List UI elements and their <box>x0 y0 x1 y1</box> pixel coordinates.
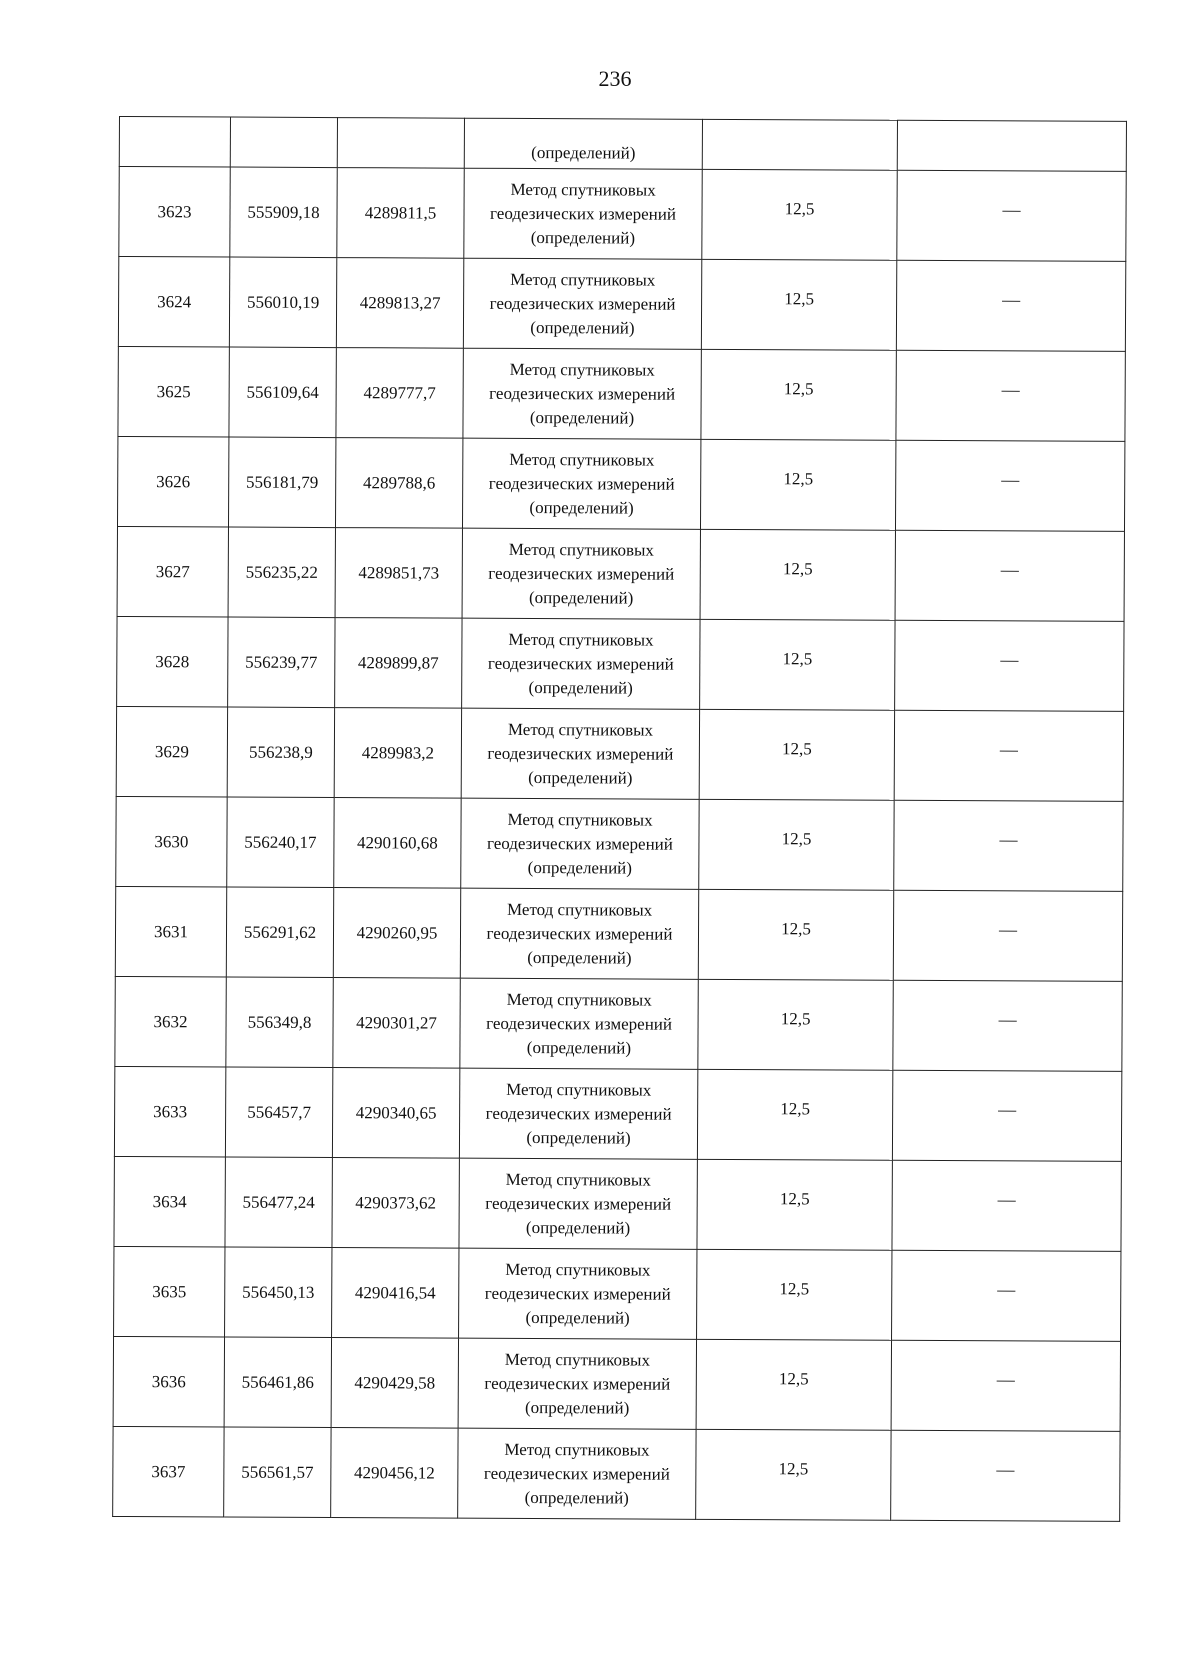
method-cell <box>461 798 699 889</box>
point-number-cell: 3626 <box>117 436 228 527</box>
method-line: (определений) <box>529 497 634 518</box>
method-cell <box>461 708 699 799</box>
accuracy-cell <box>702 169 897 260</box>
method-line: (определений) <box>525 1397 630 1418</box>
continuation-cell-x <box>230 117 337 168</box>
note-cell-value: — <box>996 1369 1015 1390</box>
point-number-cell: 3636 <box>113 1336 224 1427</box>
accuracy-cell-value: 12,5 <box>783 378 814 398</box>
continuation-cell-note <box>897 120 1126 171</box>
method-line: (определений) <box>529 407 635 428</box>
x-coordinate-cell: 556238,9 <box>227 707 334 798</box>
accuracy-cell-value: 12,5 <box>782 648 813 668</box>
method-cell <box>460 978 698 1069</box>
note-cell-value: — <box>997 1189 1016 1210</box>
method-line: (определений) <box>528 767 633 788</box>
accuracy-cell-value: 12,5 <box>778 1458 809 1478</box>
method-cell <box>462 438 700 529</box>
note-cell <box>895 620 1124 711</box>
method-line: геодезических измерений <box>485 1103 672 1124</box>
method-line: геодезических измерений <box>483 1463 670 1484</box>
accuracy-cell <box>700 439 895 530</box>
x-coordinate-cell: 556181,79 <box>228 437 335 528</box>
method-cell <box>459 1158 697 1249</box>
method-line: Метод спутниковых <box>510 179 656 200</box>
x-coordinate-cell: 556349,8 <box>226 977 333 1068</box>
x-coordinate-cell: 555909,18 <box>230 167 337 258</box>
point-number-cell: 3624 <box>118 257 229 348</box>
accuracy-cell-value: 12,5 <box>783 468 814 488</box>
note-cell <box>891 1340 1120 1431</box>
note-cell-value: — <box>997 1279 1016 1300</box>
note-cell-value: — <box>1000 649 1019 670</box>
point-number-cell: 3635 <box>114 1246 225 1337</box>
x-coordinate-cell: 556450,13 <box>225 1247 332 1338</box>
note-cell-value: — <box>1000 559 1019 580</box>
table-row <box>118 346 1125 441</box>
method-line: Метод спутниковых <box>505 1259 651 1280</box>
method-line: Метод спутниковых <box>506 989 652 1010</box>
note-cell-value: — <box>998 1099 1017 1120</box>
y-coordinate-cell: 4290416,54 <box>332 1248 459 1339</box>
y-coordinate-cell: 4290340,65 <box>332 1068 459 1159</box>
method-cell <box>463 258 701 349</box>
table-row <box>114 1246 1121 1341</box>
accuracy-cell-value: 12,5 <box>784 198 815 218</box>
y-coordinate-cell: 4290301,27 <box>333 978 460 1069</box>
point-number-cell: 3630 <box>116 796 227 887</box>
y-coordinate-cell: 4289813,27 <box>336 258 463 349</box>
note-cell <box>895 530 1124 621</box>
method-line: Метод спутниковых <box>508 629 654 650</box>
y-coordinate-cell: 4289811,5 <box>337 168 464 259</box>
x-coordinate-cell: 556235,22 <box>228 527 335 618</box>
method-line: Метод спутниковых <box>505 1169 651 1190</box>
method-line: геодезических измерений <box>489 383 676 404</box>
point-number-cell: 3631 <box>115 886 226 977</box>
accuracy-cell <box>698 889 893 980</box>
x-coordinate-cell: 556109,64 <box>229 347 336 438</box>
y-coordinate-cell: 4289777,7 <box>336 348 463 439</box>
method-line: Метод спутниковых <box>507 809 653 830</box>
method-line: Метод спутниковых <box>509 449 655 470</box>
method-line: (определений) <box>526 1127 631 1148</box>
method-line: геодезических измерений <box>488 473 675 494</box>
method-line: геодезических измерений <box>484 1373 671 1394</box>
method-line: (определений) <box>525 1217 631 1238</box>
x-coordinate-cell: 556561,57 <box>224 1427 331 1518</box>
x-coordinate-cell: 556239,77 <box>228 617 335 708</box>
method-line: геодезических измерений <box>487 743 674 764</box>
method-cell <box>459 1068 697 1159</box>
note-cell-value: — <box>1002 199 1021 220</box>
point-number-cell: 3632 <box>115 976 226 1067</box>
table-row <box>115 976 1122 1071</box>
accuracy-cell-value: 12,5 <box>780 1008 811 1028</box>
y-coordinate-cell: 4289851,73 <box>335 528 462 619</box>
note-cell <box>896 350 1125 441</box>
method-line: Метод спутниковых <box>506 899 653 920</box>
accuracy-cell-value: 12,5 <box>780 1098 811 1118</box>
accuracy-cell <box>701 349 896 440</box>
method-line: геодезических измерений <box>484 1283 671 1304</box>
x-coordinate-cell: 556010,19 <box>229 257 336 348</box>
note-cell-value: — <box>1002 289 1021 310</box>
point-number-cell: 3625 <box>118 346 229 437</box>
method-line: (определений) <box>530 317 635 338</box>
method-line: Метод спутниковых <box>509 359 655 380</box>
method-line: Метод спутниковых <box>504 1439 650 1460</box>
accuracy-cell <box>696 1339 891 1430</box>
x-coordinate-cell: 556291,62 <box>226 887 333 978</box>
note-cell <box>892 1070 1121 1161</box>
accuracy-cell <box>699 799 894 890</box>
method-line: геодезических измерений <box>487 653 674 674</box>
note-cell-value: — <box>998 919 1018 940</box>
method-line: геодезических измерений <box>486 1013 673 1034</box>
y-coordinate-cell: 4290373,62 <box>332 1158 459 1249</box>
x-coordinate-cell: 556461,86 <box>224 1337 331 1428</box>
note-cell <box>893 890 1122 981</box>
method-cell <box>463 348 701 439</box>
note-cell <box>897 170 1126 261</box>
table-row <box>114 1156 1121 1251</box>
note-cell <box>892 1250 1121 1341</box>
point-number-cell: 3633 <box>114 1066 225 1157</box>
continuation-cell-method: (определений) <box>464 118 702 169</box>
note-cell <box>894 800 1123 891</box>
method-line: Метод спутниковых <box>510 269 656 290</box>
note-cell-value: — <box>996 1459 1015 1480</box>
continuation-cell-point <box>119 117 230 168</box>
accuracy-cell-value: 12,5 <box>779 1278 810 1298</box>
x-coordinate-cell: 556477,24 <box>225 1157 332 1248</box>
y-coordinate-cell: 4290160,68 <box>334 798 461 889</box>
note-cell-value: — <box>1001 469 1020 490</box>
method-line: Метод спутниковых <box>506 1079 652 1100</box>
method-line: (определений) <box>528 587 634 608</box>
y-coordinate-cell: 4289899,87 <box>335 618 462 709</box>
continuation-cell-y <box>337 118 464 169</box>
accuracy-cell <box>698 979 893 1070</box>
note-cell-value: — <box>1001 379 1020 400</box>
coordinates-table <box>112 116 1127 1522</box>
method-cell <box>460 888 698 979</box>
note-cell <box>891 1430 1120 1521</box>
table-row <box>117 616 1124 711</box>
method-cell <box>458 1338 696 1429</box>
table-row <box>113 1426 1120 1521</box>
table-row <box>118 257 1125 352</box>
note-cell-value: — <box>998 1009 1017 1030</box>
method-line: (определений) <box>526 1037 632 1058</box>
accuracy-cell <box>699 709 894 800</box>
accuracy-cell-value: 12,5 <box>781 918 811 938</box>
continuation-row <box>119 117 1126 172</box>
coordinates-table-wrapper <box>119 116 1120 1517</box>
note-cell <box>894 710 1123 801</box>
table-row <box>117 526 1124 621</box>
method-line: (определений) <box>530 227 636 248</box>
method-line: Метод спутниковых <box>507 719 654 740</box>
accuracy-cell-value: 12,5 <box>781 738 812 758</box>
accuracy-cell <box>697 1159 892 1250</box>
method-line: геодезических измерений <box>490 203 677 224</box>
accuracy-cell <box>697 1249 892 1340</box>
table-row <box>115 886 1122 981</box>
note-cell <box>895 440 1124 531</box>
method-line: геодезических измерений <box>486 833 673 854</box>
accuracy-cell-value: 12,5 <box>781 828 812 848</box>
point-number-cell: 3628 <box>117 616 228 707</box>
point-number-cell: 3629 <box>116 706 227 797</box>
note-cell-value: — <box>999 739 1018 760</box>
method-cell <box>458 1428 696 1519</box>
y-coordinate-cell: 4290429,58 <box>331 1338 458 1429</box>
method-line: геодезических измерений <box>486 923 673 944</box>
table-row <box>113 1336 1120 1431</box>
accuracy-cell-value: 12,5 <box>779 1188 810 1208</box>
note-cell <box>896 260 1125 351</box>
y-coordinate-cell: 4290456,12 <box>331 1428 458 1519</box>
method-line: (определений) <box>527 857 633 878</box>
accuracy-cell <box>697 1069 892 1160</box>
accuracy-cell-value: 12,5 <box>782 558 813 578</box>
table-row <box>116 796 1123 891</box>
method-line: геодезических измерений <box>489 293 676 314</box>
method-line: Метод спутниковых <box>504 1349 651 1370</box>
accuracy-cell <box>701 259 896 350</box>
method-cell <box>464 168 702 259</box>
table-row <box>117 436 1124 531</box>
page-number: 236 <box>598 66 632 91</box>
note-cell <box>893 980 1122 1071</box>
accuracy-cell <box>700 619 895 710</box>
coordinates-table-body <box>113 117 1127 1522</box>
table-row <box>114 1066 1121 1161</box>
x-coordinate-cell: 556240,17 <box>227 797 334 888</box>
point-number-cell: 3623 <box>119 167 230 258</box>
table-row <box>119 167 1126 262</box>
method-cell <box>462 528 700 619</box>
method-cell <box>462 618 700 709</box>
accuracy-cell <box>696 1429 891 1520</box>
table-row <box>116 706 1123 801</box>
method-line: Метод спутниковых <box>508 539 655 560</box>
point-number-cell: 3634 <box>114 1156 225 1247</box>
point-number-cell: 3627 <box>117 526 228 617</box>
method-line: (определений) <box>528 677 633 698</box>
method-line: геодезических измерений <box>485 1193 672 1214</box>
y-coordinate-cell: 4290260,95 <box>333 888 460 979</box>
y-coordinate-cell: 4289788,6 <box>335 438 462 529</box>
method-cell <box>459 1248 697 1339</box>
point-number-cell: 3637 <box>113 1426 224 1517</box>
accuracy-cell <box>700 529 895 620</box>
note-cell <box>892 1160 1121 1251</box>
x-coordinate-cell: 556457,7 <box>225 1067 332 1158</box>
accuracy-cell-value: 12,5 <box>778 1368 809 1388</box>
method-line: (определений) <box>527 947 632 968</box>
method-line: геодезических измерений <box>488 563 675 584</box>
method-line: (определений) <box>524 1487 629 1508</box>
accuracy-cell-value: 12,5 <box>784 288 815 308</box>
method-line: (определений) <box>525 1307 630 1328</box>
note-cell-value: — <box>999 829 1018 850</box>
continuation-cell-accuracy <box>702 119 897 170</box>
y-coordinate-cell: 4289983,2 <box>334 708 461 799</box>
